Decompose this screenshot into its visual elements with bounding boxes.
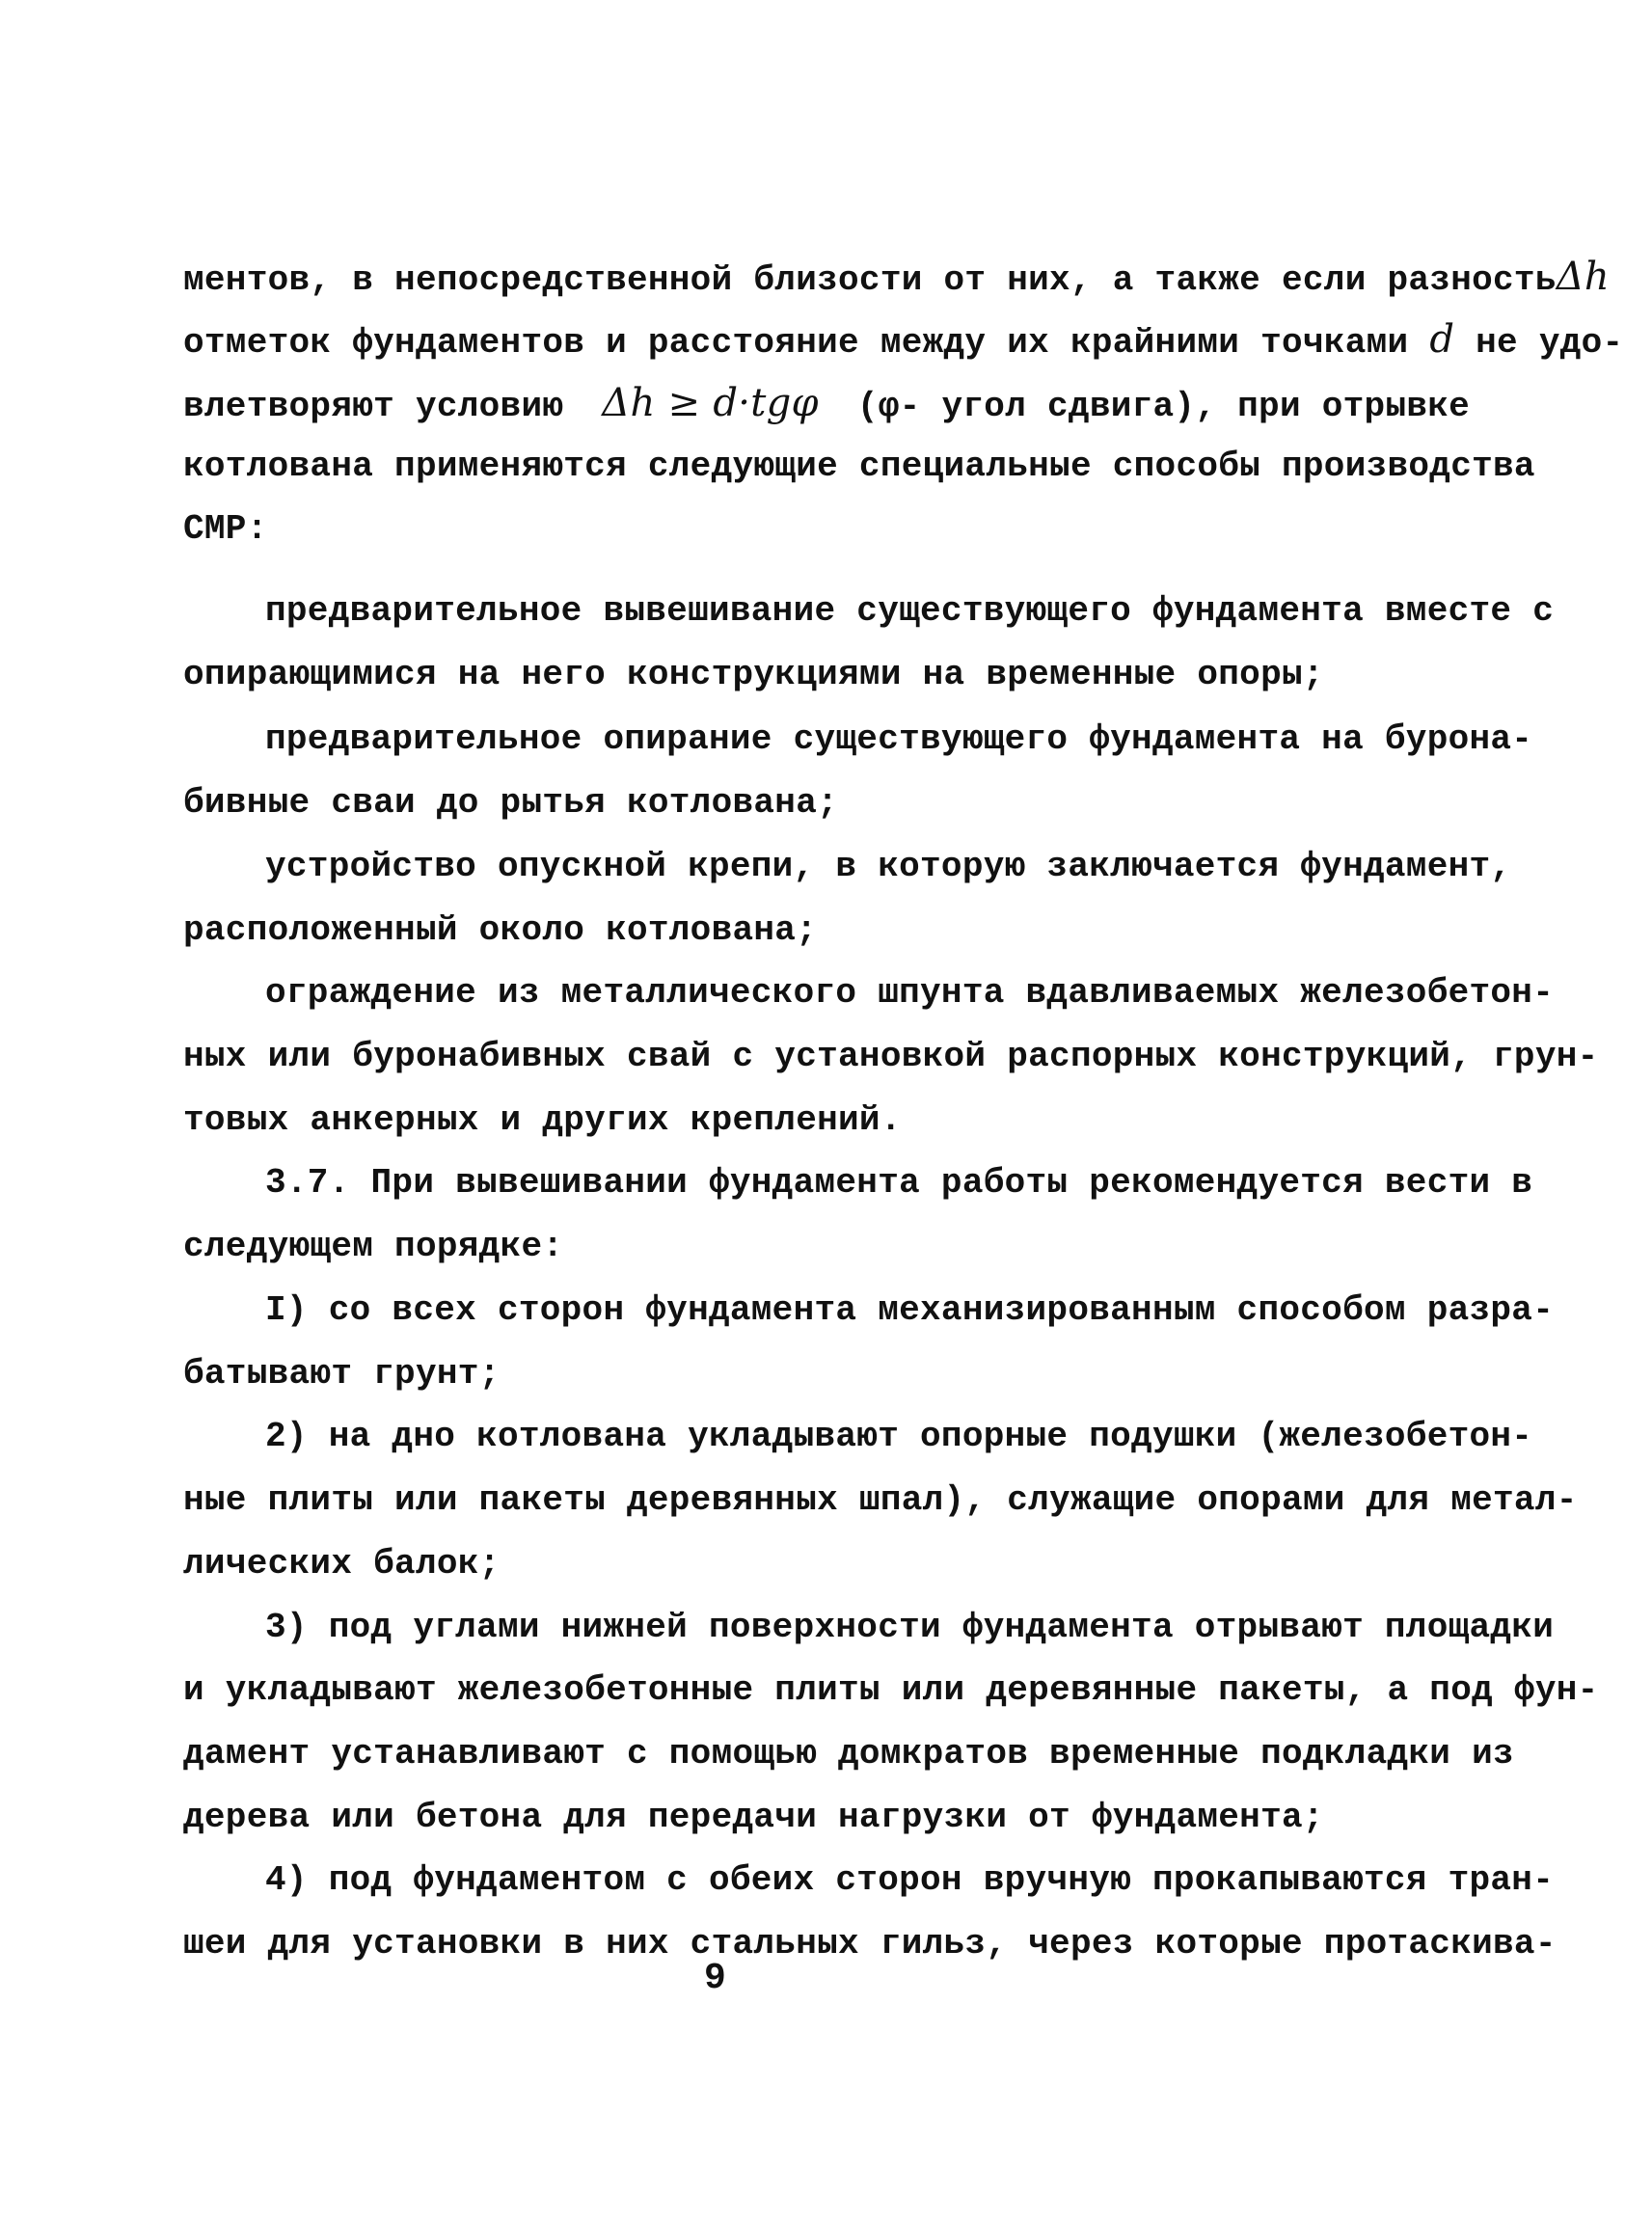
list-item-4: 4) под фундаментом с обеих сторон вручную прокапываются тран-: [265, 1860, 1555, 1900]
text-line: батывают грунт;: [183, 1354, 501, 1394]
text-segment: влетворяют условию: [183, 387, 564, 426]
text-line: ные плиты или пакеты деревянных шпал), служащие опорами для метал-: [183, 1480, 1578, 1520]
text-line: предварительное опирание существующего фундамента на бурона-: [265, 719, 1533, 759]
text-segment: отметок фундаментов и расстояние между их крайними точками: [183, 323, 1409, 363]
text-line: ограждение из металлического шпунта вдавливаемых железобетон-: [265, 973, 1555, 1013]
list-item-2: 2) на дно котлована укладывают опорные подушки (железобетон-: [265, 1417, 1533, 1456]
page-number: 9: [704, 1958, 726, 1999]
handwritten-symbol: d: [1429, 317, 1455, 362]
text-line: и укладывают железобетонные плиты или деревянные пакеты, а под фун-: [183, 1670, 1599, 1710]
text-line: предварительное вывешивание существующего фундамента вместе с: [265, 591, 1555, 631]
handwritten-formula: Δh ≥ d·tgφ: [602, 381, 819, 425]
list-item-3: 3) под углами нижней поверхности фундамента отрывают площадки: [265, 1608, 1555, 1647]
text-line: дерева или бетона для передачи нагрузки от фундамента;: [183, 1798, 1324, 1837]
text-line: шеи для установки в них стальных гильз, через которые протаскива-: [183, 1924, 1557, 1964]
handwritten-symbol: Δh: [1556, 255, 1610, 299]
text-line: устройство опускной крепи, в которую заключается фундамент,: [265, 847, 1512, 886]
text-line: расположенный около котлована;: [183, 910, 818, 950]
text-line: [183, 318, 1623, 365]
text-segment: (φ- угол сдвига), при отрывке: [856, 387, 1471, 426]
list-item-1: I) со всех сторон фундамента механизированным способом разра-: [265, 1290, 1555, 1330]
text-segment: ментов, в непосредственной близости от них, а также если разность: [183, 260, 1557, 300]
text-line: бивные сваи до рытья котлована;: [183, 783, 839, 823]
text-line: лических балок;: [183, 1544, 501, 1584]
text-line: следующем порядке:: [183, 1227, 564, 1266]
text-line: [183, 256, 1610, 302]
text-line: товых анкерных и других креплений.: [183, 1100, 902, 1140]
section-heading-3-7: 3.7. При вывешивании фундамента работы рекомендуется вести в: [265, 1163, 1533, 1203]
text-line: дамент устанавливают с помощью домкратов временные подкладки из: [183, 1734, 1514, 1774]
text-line: котлована применяются следующие специальные способы производства: [183, 447, 1535, 486]
text-segment: не удо-: [1454, 323, 1624, 363]
text-line: [183, 382, 1470, 428]
text-line: опирающимися на него конструкциями на временные опоры;: [183, 655, 1324, 694]
text-line: СМР:: [183, 509, 268, 549]
text-line: ных или буронабивных свай с установкой распорных конструкций, грун-: [183, 1037, 1599, 1076]
